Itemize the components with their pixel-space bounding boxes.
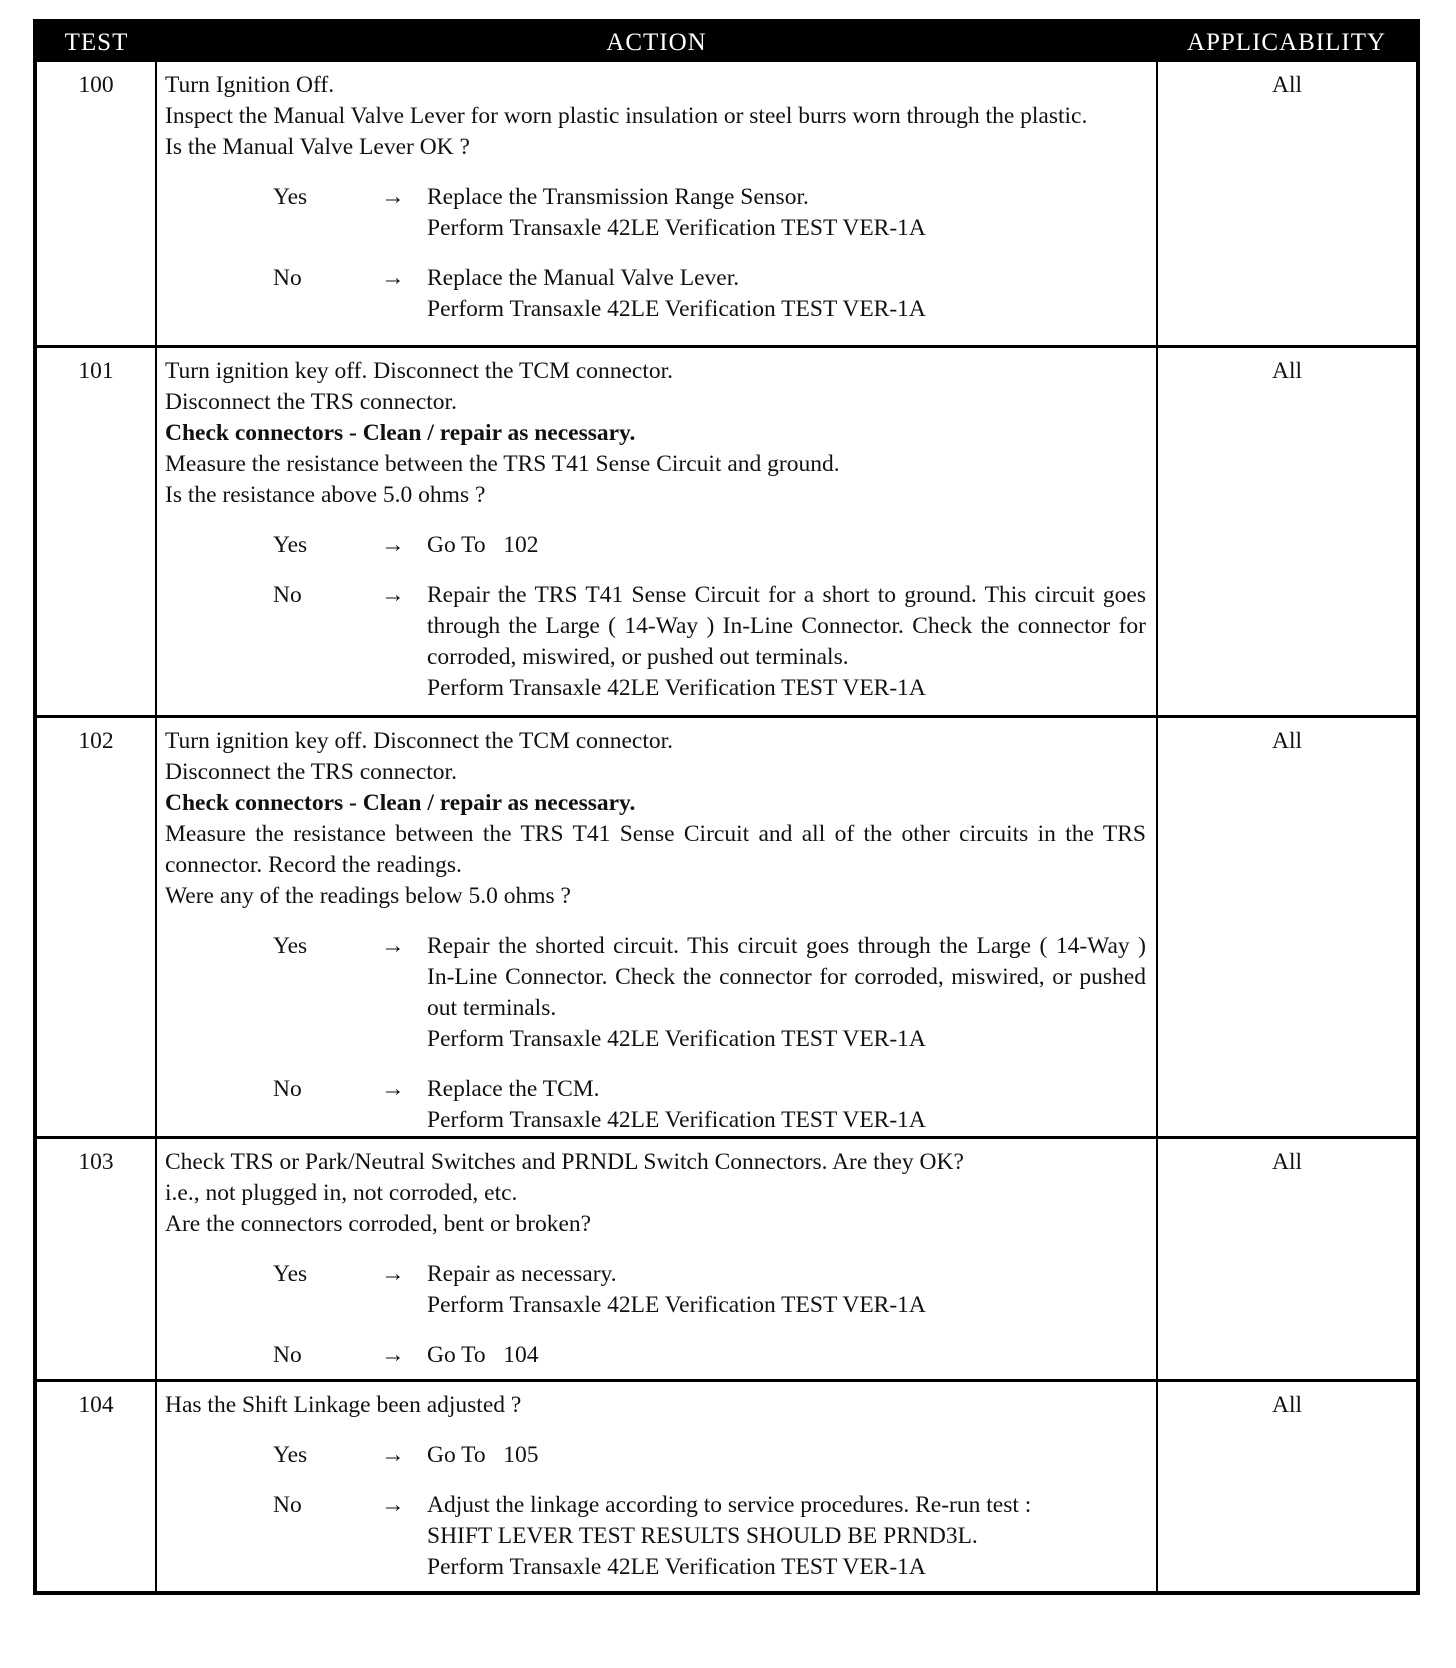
action-line-bold: Check connectors - Clean / repair as necessary. — [165, 789, 636, 816]
outcome-no — [165, 1490, 1146, 1583]
outcome-label: No — [273, 1075, 302, 1102]
table-row — [35, 1137, 1418, 1380]
action-line: Is the resistance above 5.0 ohms ? — [165, 481, 486, 508]
action-line: Check TRS or Park/Neutral Switches and PRNDL Switch Connectors. Are they OK? — [165, 1148, 964, 1175]
action-line: Inspect the Manual Valve Lever for worn plastic insulation or steel burrs worn through the plastic. — [165, 103, 1088, 129]
outcome-label: Yes — [273, 531, 308, 558]
outcome-yes — [165, 1440, 1146, 1471]
diagnostic-table — [33, 19, 1420, 1595]
outcome-no — [165, 580, 1146, 704]
outcome-line: Go To 104 — [427, 1341, 539, 1368]
outcome-yes — [165, 931, 1146, 1055]
table-header — [35, 21, 1418, 62]
test-number: 101 — [35, 346, 156, 716]
outcome-line: Go To 105 — [427, 1441, 539, 1468]
test-number: 103 — [35, 1137, 156, 1380]
applicability: All — [1157, 1380, 1418, 1593]
action-line: Disconnect the TRS connector. — [165, 758, 457, 785]
outcome-label: Yes — [273, 1441, 308, 1468]
outcome-label: Yes — [273, 932, 308, 959]
table-row — [35, 346, 1418, 716]
action-line: Turn ignition key off. Disconnect the TCM connector. — [165, 357, 674, 384]
table-row — [35, 62, 1418, 346]
arrow-icon: → — [381, 1491, 405, 1518]
action-line-bold: Check connectors - Clean / repair as necessary. — [165, 419, 636, 446]
arrow-icon: → — [381, 265, 405, 291]
outcome-line: Perform Transaxle 42LE Verification TEST VER-1A — [427, 1553, 926, 1580]
test-action — [156, 1380, 1157, 1593]
outcome-label: No — [273, 581, 302, 608]
action-line: Measure the resistance between the TRS T41 Sense Circuit and ground. — [165, 450, 840, 477]
applicability: All — [1157, 1137, 1418, 1380]
outcome-line: Replace the Manual Valve Lever. — [427, 265, 740, 291]
test-number: 102 — [35, 716, 156, 1137]
action-line: Were any of the readings below 5.0 ohms ? — [165, 882, 571, 909]
action-line: Are the connectors corroded, bent or broken? — [165, 1210, 592, 1237]
outcome-yes — [165, 182, 1146, 244]
outcome-line: Repair the shorted circuit. This circuit goes through the Large ( 14-Way ) In-Line Connector. Check the connector for corroded, miswired, or pushed out terminals. — [427, 932, 1146, 1021]
outcome-line: Repair as necessary. — [427, 1260, 617, 1287]
action-line: Turn ignition key off. Disconnect the TCM connector. — [165, 727, 674, 754]
arrow-icon: → — [381, 1341, 405, 1368]
outcome-line: Go To 102 — [427, 531, 539, 558]
outcome-no — [165, 1074, 1146, 1136]
arrow-icon: → — [381, 1075, 405, 1102]
arrow-icon: → — [381, 184, 405, 210]
test-number: 100 — [35, 62, 156, 346]
outcome-no — [165, 263, 1146, 325]
outcome-label: Yes — [273, 184, 308, 210]
table-row — [35, 716, 1418, 1137]
outcome-line: Perform Transaxle 42LE Verification TEST VER-1A — [427, 1291, 926, 1318]
outcome-line: Adjust the linkage according to service procedures. Re-run test : — [427, 1491, 1032, 1518]
arrow-icon: → — [381, 581, 405, 608]
outcome-line: Repair the TRS T41 Sense Circuit for a short to ground. This circuit goes through the Large ( 14-Way ) In-Line Connector. Check the connector for corroded, miswired, or pushed out terminals. — [427, 581, 1146, 670]
action-line: Has the Shift Linkage been adjusted ? — [165, 1391, 522, 1418]
outcome-label: No — [273, 1341, 302, 1368]
outcome-line: Perform Transaxle 42LE Verification TEST VER-1A — [427, 215, 926, 241]
action-line: Measure the resistance between the TRS T41 Sense Circuit and all of the other circuits in the TRS connector. Record the readings. — [165, 820, 1146, 878]
header-test: TEST — [35, 21, 156, 62]
test-action — [156, 716, 1157, 1137]
action-line: i.e., not plugged in, not corroded, etc. — [165, 1179, 518, 1206]
outcome-line: Perform Transaxle 42LE Verification TEST VER-1A — [427, 1025, 926, 1052]
outcome-line: SHIFT LEVER TEST RESULTS SHOULD BE PRND3L. — [427, 1522, 978, 1549]
arrow-icon: → — [381, 1260, 405, 1287]
test-action — [156, 62, 1157, 346]
outcome-line: Replace the TCM. — [427, 1075, 600, 1102]
outcome-yes — [165, 1259, 1146, 1321]
test-action — [156, 1137, 1157, 1380]
arrow-icon: → — [381, 1441, 405, 1468]
test-number: 104 — [35, 1380, 156, 1593]
outcome-line: Perform Transaxle 42LE Verification TEST VER-1A — [427, 674, 926, 701]
action-line: Disconnect the TRS connector. — [165, 388, 457, 415]
table-row — [35, 1380, 1418, 1593]
outcome-label: No — [273, 1491, 302, 1518]
outcome-label: Yes — [273, 1260, 308, 1287]
outcome-yes — [165, 530, 1146, 561]
outcome-line: Perform Transaxle 42LE Verification TEST VER-1A — [427, 296, 926, 322]
header-applicability: APPLICABILITY — [1157, 21, 1418, 62]
arrow-icon: → — [381, 932, 405, 959]
action-line: Is the Manual Valve Lever OK ? — [165, 134, 470, 160]
outcome-no — [165, 1340, 1146, 1371]
header-action: ACTION — [156, 21, 1157, 62]
applicability: All — [1157, 716, 1418, 1137]
applicability: All — [1157, 346, 1418, 716]
applicability: All — [1157, 62, 1418, 346]
action-line: Turn Ignition Off. — [165, 72, 335, 98]
test-action — [156, 346, 1157, 716]
outcome-line: Replace the Transmission Range Sensor. — [427, 184, 809, 210]
arrow-icon: → — [381, 531, 405, 558]
outcome-line: Perform Transaxle 42LE Verification TEST VER-1A — [427, 1106, 926, 1133]
outcome-label: No — [273, 265, 302, 291]
